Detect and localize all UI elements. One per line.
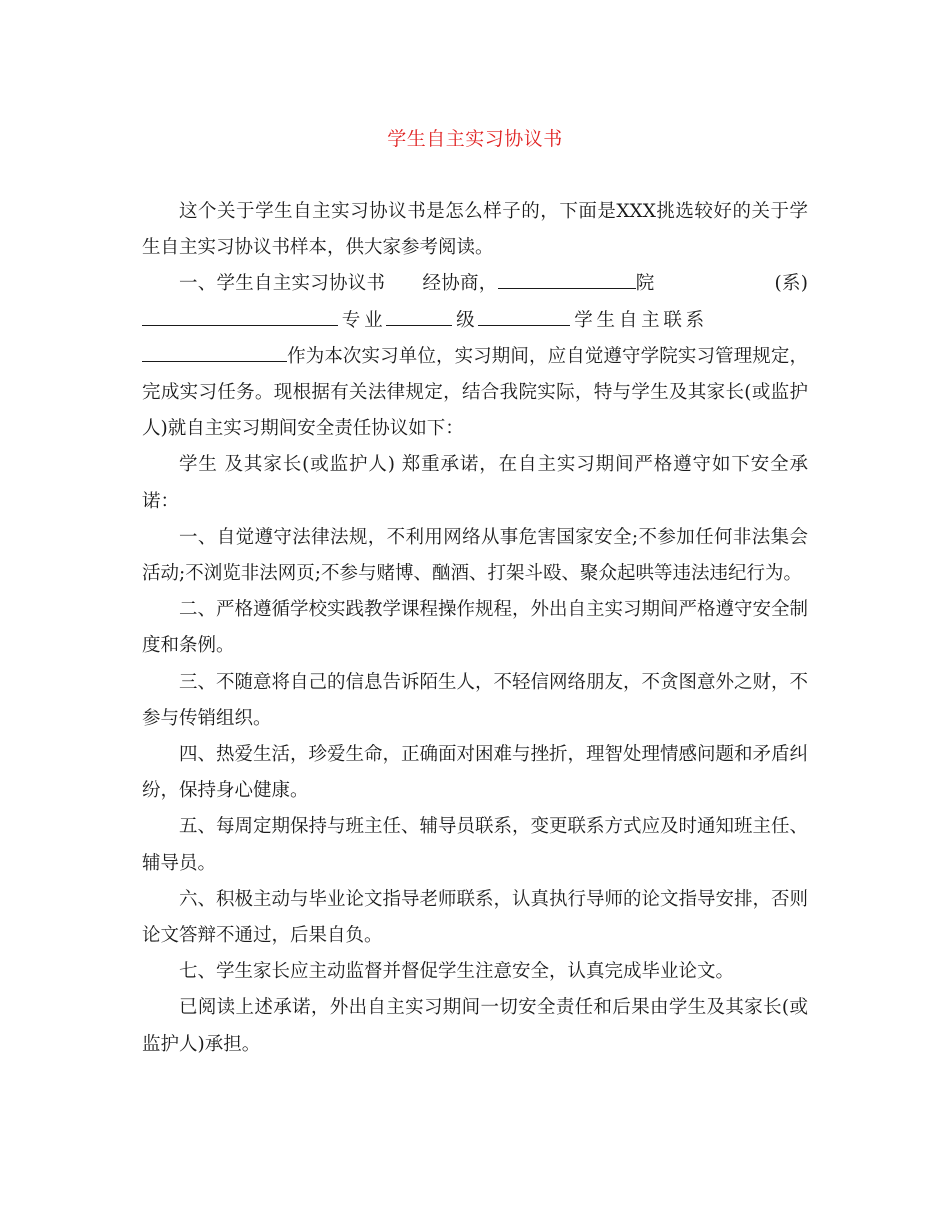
label-xi: (系) [774, 273, 808, 295]
label-zhuanye: 专业 [338, 309, 387, 331]
blank-major [386, 308, 452, 326]
item-2: 二、严格遵循学校实践教学课程操作规程，外出自主实习期间严格遵守安全制度和条例。 [142, 599, 809, 657]
document-title: 学生自主实习协议书 [387, 128, 563, 150]
item-4: 四、热爱生活，珍爱生命，正确面对困难与挫折，理智处理情感问题和矛盾纠纷，保持身心健康。 [142, 744, 809, 802]
blank-unit [142, 344, 287, 362]
label-contact: 学生自主联系 [570, 309, 708, 331]
closing-paragraph: 已阅读上述承诺，外出自主实习期间一切安全责任和后果由学生及其家长(或监护人)承担。 [142, 997, 808, 1055]
item-3: 三、不随意将自己的信息告诉陌生人，不轻信网络朋友，不贪图意外之财，不参与传销组织。 [142, 671, 809, 729]
item-6: 六、积极主动与毕业论文指导老师联系，认真执行导师的论文指导安排，否则论文答辩不通过，后果自负。 [142, 888, 809, 947]
label-yuan: 院 [635, 273, 655, 295]
item-1: 一、自觉遵守法律法规，不利用网络从事危害国家安全;不参加任何非法集会活动;不浏览非法网页;不参与赌博、酗酒、打架斗殴、聚众起哄等违法违纪行为。 [142, 526, 808, 585]
commitment-intro: 学生 及其家长(或监护人) 郑重承诺，在自主实习期间严格遵守如下安全承诺： [142, 454, 808, 512]
label-ji: 级 [452, 309, 479, 331]
item-7: 七、学生家长应主动监督并督促学生注意安全，认真完成毕业论文。 [179, 961, 735, 983]
item-5: 五、每周定期保持与班主任、辅导员联系，变更联系方式应及时通知班主任、辅导员。 [142, 816, 809, 874]
blank-department [142, 308, 338, 326]
blank-college [498, 272, 636, 290]
section-1-rest: 作为本次实习单位，实习期间，应自觉遵守学院实习管理规定，完成实习任务。现根据有关法律规定，结合我院实际，特与学生及其家长(或监护人)就自主实习期间安全责任协议如下： [142, 345, 808, 440]
section-1-label: 一、学生自主实习协议书 [179, 273, 386, 295]
section-1-negotiation: 经协商， [422, 273, 498, 295]
document-body [142, 194, 808, 1063]
intro-paragraph: 这个关于学生自主实习协议书是怎么样子的，下面是XXX挑选较好的关于学生自主实习协议书样本，供大家参考阅读。 [142, 201, 808, 259]
blank-grade [478, 308, 570, 326]
section-1-paragraph [142, 266, 808, 447]
